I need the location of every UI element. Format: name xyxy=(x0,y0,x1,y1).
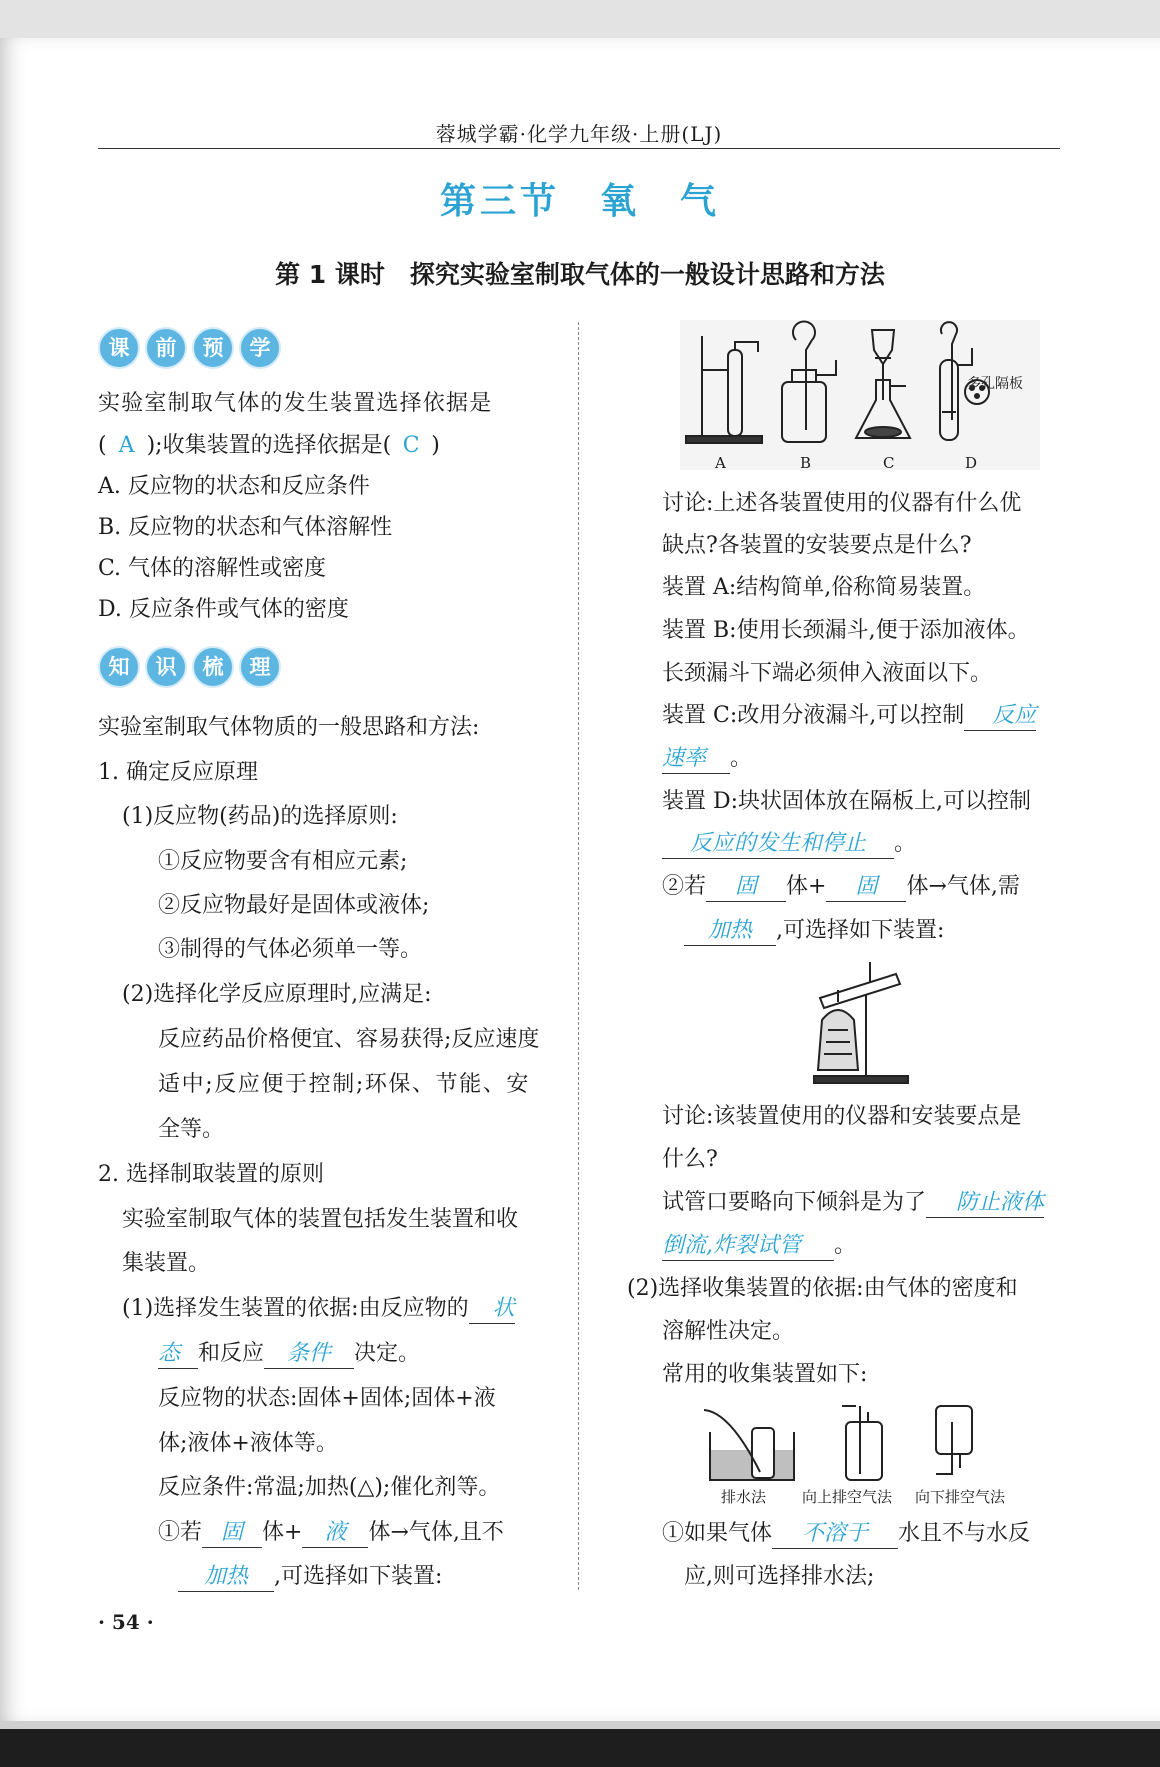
answer-blank: 加热 xyxy=(684,917,776,946)
running-header: 蓉城学霸·化学九年级·上册(LJ) xyxy=(435,122,723,146)
label-a: A xyxy=(715,454,726,472)
principle-2-text: 全等。 xyxy=(158,1117,225,1142)
discussion-2b: 什么? xyxy=(662,1147,718,1172)
rule-1: ①反应物要含有相应元素; xyxy=(158,849,408,874)
answer-2: C xyxy=(402,433,420,458)
answer-blank: 固 xyxy=(202,1519,262,1548)
case-1-cont: 加热 ,可选择如下装置: xyxy=(178,1563,442,1592)
generator-basis: (1)选择发生装置的依据:由反应物的 状 xyxy=(122,1295,515,1324)
rule-3: ③制得的气体必须单一等。 xyxy=(158,937,423,962)
answer-blank: 反应 xyxy=(964,702,1036,731)
discussion-2: 讨论:该装置使用的仪器和安装要点是 xyxy=(662,1104,1022,1129)
answer-blank: 倒流,炸裂试管 xyxy=(662,1232,834,1261)
option-c: C. 气体的溶解性或密度 xyxy=(98,556,327,581)
device-d-note: 装置 D:块状固体放在隔板上,可以控制 xyxy=(662,789,1032,814)
generator-apparatus-figure xyxy=(680,320,1040,470)
device-c-note-2: 速率 。 xyxy=(662,745,752,774)
apparatus-intro: 集装置。 xyxy=(122,1251,211,1276)
option-a: A. 反应物的状态和反应条件 xyxy=(98,474,370,499)
reactant-state: 体;液体+液体等。 xyxy=(158,1431,338,1456)
option-d: D. 反应条件或气体的密度 xyxy=(98,597,349,622)
tilt-note-2: 倒流,炸裂试管 。 xyxy=(662,1232,856,1261)
option-b: B. 反应物的状态和气体溶解性 xyxy=(98,515,393,540)
principle-2: (2)选择化学反应原理时,应满足: xyxy=(122,982,432,1007)
section-title: 第三节 氧 气 xyxy=(439,180,720,222)
device-b-note: 装置 B:使用长颈漏斗,便于添加液体。 xyxy=(662,618,1030,643)
page-edge xyxy=(0,1721,1160,1729)
case-2: ②若 固 体+ 固 体→气体,需 xyxy=(662,873,1020,902)
discussion-1: 讨论:上述各装置使用的仪器有什么优 xyxy=(662,491,1022,516)
case-1: ①若 固 体+ 液 体→气体,且不 xyxy=(158,1519,504,1548)
column-divider xyxy=(578,322,579,1590)
header-rule xyxy=(98,148,1060,149)
preview-badge: 课 前 预 学 xyxy=(98,327,281,367)
rule-water-2: 应,则可选择排水法; xyxy=(684,1564,875,1589)
principle-1: (1)反应物(药品)的选择原则: xyxy=(122,804,398,829)
preview-question: 实验室制取气体的发生装置选择依据是 xyxy=(98,391,493,416)
porous-plate-label: 多孔隔板 xyxy=(967,376,1023,392)
case-2-cont: 加热 ,可选择如下装置: xyxy=(684,917,944,946)
lesson-title: 第 1 课时 探究实验室制取气体的一般设计思路和方法 xyxy=(275,260,885,289)
rule-water: ①如果气体 不溶于 水且不与水反 xyxy=(662,1520,1030,1549)
answer-blank: 固 xyxy=(826,873,906,902)
answer-blank: 防止液体 xyxy=(926,1189,1044,1218)
knowledge-badge: 知 识 梳 理 xyxy=(98,646,281,686)
label-b: B xyxy=(800,454,812,472)
collection-apparatus-figure xyxy=(700,1402,1020,1484)
heating-apparatus-figure xyxy=(808,960,918,1086)
collector-basis-2: 溶解性决定。 xyxy=(662,1319,795,1344)
answer-blank: 态 xyxy=(158,1340,198,1369)
device-b-note-2: 长颈漏斗下端必须伸入液面以下。 xyxy=(662,661,993,686)
bottom-bar xyxy=(0,1729,1160,1767)
generator-basis-2: 态 和反应 条件 决定。 xyxy=(158,1340,420,1369)
reaction-condition: 反应条件:常温;加热(△);催化剂等。 xyxy=(158,1475,501,1500)
answer-blank: 不溶于 xyxy=(772,1520,898,1549)
page-number: · 54 · xyxy=(98,1610,154,1634)
principle-2-text: 反应药品价格便宜、容易获得;反应速度 xyxy=(158,1027,540,1052)
label-c: C xyxy=(883,454,895,472)
label-d: D xyxy=(965,454,978,472)
principle-2-text: 适中;反应便于控制;环保、节能、安 xyxy=(158,1072,531,1097)
heading-1: 1. 确定反应原理 xyxy=(98,760,258,785)
label-upward-air: 向上排空气法 xyxy=(802,1488,893,1506)
knowledge-intro: 实验室制取气体物质的一般思路和方法: xyxy=(98,715,480,740)
collector-basis: (2)选择收集装置的依据:由气体的密度和 xyxy=(627,1276,1018,1301)
tilt-note: 试管口要略向下倾斜是为了 防止液体 xyxy=(662,1189,1044,1218)
label-water-displacement: 排水法 xyxy=(721,1488,767,1506)
device-a-note: 装置 A:结构简单,俗称简易装置。 xyxy=(662,575,986,600)
answer-1: A xyxy=(118,433,135,458)
apparatus-intro: 实验室制取气体的装置包括发生装置和收 xyxy=(122,1207,519,1232)
answer-blank: 加热 xyxy=(178,1563,274,1592)
answer-blank: 速率 xyxy=(662,745,730,774)
answer-blank: 反应的发生和停止 xyxy=(662,830,894,859)
device-d-note-2: 反应的发生和停止 。 xyxy=(662,830,916,859)
heading-2: 2. 选择制取装置的原则 xyxy=(98,1162,324,1187)
collector-intro: 常用的收集装置如下: xyxy=(662,1362,868,1387)
answer-blank: 固 xyxy=(706,873,786,902)
answer-blank: 条件 xyxy=(264,1340,354,1369)
rule-2: ②反应物最好是固体或液体; xyxy=(158,893,430,918)
reactant-state: 反应物的状态:固体+固体;固体+液 xyxy=(158,1386,496,1411)
answer-blank: 液 xyxy=(302,1519,368,1548)
device-c-note: 装置 C:改用分液漏斗,可以控制 反应 xyxy=(662,702,1036,731)
answer-blank: 状 xyxy=(469,1295,515,1324)
preview-question-line2: ( A );收集装置的选择依据是( C ) xyxy=(98,433,440,458)
discussion-1b: 缺点?各装置的安装要点是什么? xyxy=(662,533,972,558)
label-downward-air: 向下排空气法 xyxy=(915,1488,1006,1506)
